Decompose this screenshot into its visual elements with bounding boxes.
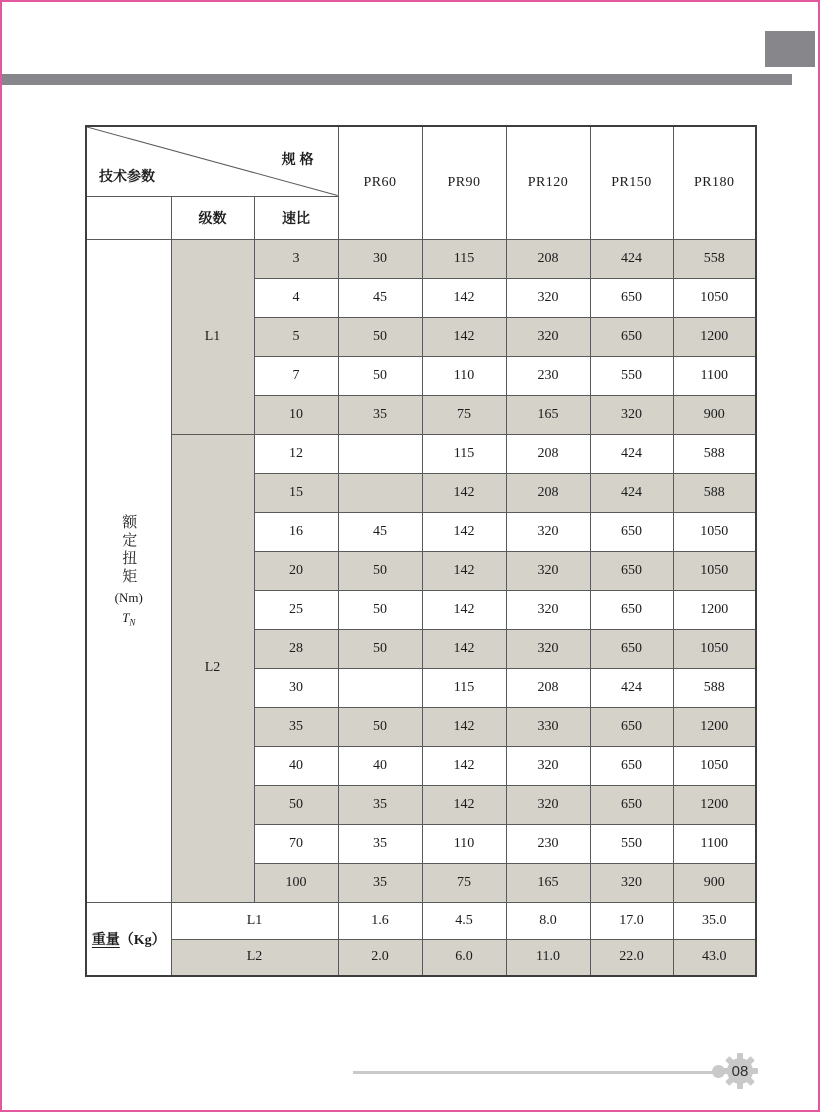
corner-decoration-box [765,31,815,67]
value-cell: 142 [422,629,506,668]
weight-row-label: 重量（Kg） [86,902,171,976]
value-cell: 142 [422,590,506,629]
value-cell: 2.0 [338,939,422,976]
ratio-cell: 7 [254,356,338,395]
value-cell: 650 [590,551,673,590]
value-cell: 320 [506,590,590,629]
value-cell: 35 [338,395,422,434]
value-cell: 165 [506,395,590,434]
value-cell: 320 [590,395,673,434]
value-cell: 900 [673,863,756,902]
value-cell: 35 [338,863,422,902]
value-cell [338,473,422,512]
value-cell: 208 [506,239,590,278]
ratio-cell: 28 [254,629,338,668]
value-cell: 142 [422,317,506,356]
value-cell: 550 [590,356,673,395]
value-cell [338,434,422,473]
value-cell: 1.6 [338,902,422,939]
value-cell: 142 [422,746,506,785]
value-cell: 75 [422,395,506,434]
ratio-cell: 10 [254,395,338,434]
ratio-cell: 3 [254,239,338,278]
value-cell: 330 [506,707,590,746]
value-cell: 320 [506,278,590,317]
value-cell: 115 [422,668,506,707]
value-cell: 115 [422,434,506,473]
value-cell: 4.5 [422,902,506,939]
value-cell: 230 [506,824,590,863]
ratio-cell: 5 [254,317,338,356]
torque-symbol: $T_N$ [122,609,136,628]
header-rule-bar [2,74,792,85]
value-cell: 1050 [673,278,756,317]
weight-row [86,902,756,939]
value-cell: 6.0 [422,939,506,976]
value-cell: 650 [590,590,673,629]
weight-stage-cell: L1 [171,902,338,939]
ratio-cell: 35 [254,707,338,746]
value-cell: 11.0 [506,939,590,976]
value-cell: 40 [338,746,422,785]
value-cell: 320 [590,863,673,902]
value-cell: 900 [673,395,756,434]
value-cell: 1100 [673,824,756,863]
value-cell: 558 [673,239,756,278]
value-cell: 8.0 [506,902,590,939]
value-cell: 142 [422,551,506,590]
ratio-cell: 12 [254,434,338,473]
value-cell: 142 [422,785,506,824]
value-cell: 35 [338,785,422,824]
value-cell: 650 [590,707,673,746]
stage-group-l2: L2 [171,434,254,902]
column-header-pr120: PR120 [506,126,590,239]
value-cell [338,668,422,707]
ratio-header: 速比 [254,196,338,239]
spec-label: 规 格 [281,151,314,167]
tech-params-label: 技术参数 [99,167,155,184]
value-cell: 320 [506,746,590,785]
value-cell: 650 [590,785,673,824]
value-cell: 424 [590,239,673,278]
value-cell: 650 [590,512,673,551]
column-header-pr60: PR60 [338,126,422,239]
torque-label-text: 额定扭矩 [120,513,137,586]
torque-row-label [86,239,171,902]
weight-row [86,939,756,976]
value-cell: 45 [338,512,422,551]
page-number: 08 [731,1063,749,1080]
value-cell: 424 [590,668,673,707]
value-cell: 142 [422,512,506,551]
spec-table-wrapper [85,125,757,977]
value-cell: 110 [422,824,506,863]
value-cell: 142 [422,278,506,317]
column-header-pr180: PR180 [673,126,756,239]
value-cell: 650 [590,629,673,668]
value-cell: 650 [590,278,673,317]
value-cell: 35.0 [673,902,756,939]
ratio-cell: 100 [254,863,338,902]
value-cell: 208 [506,473,590,512]
value-cell: 208 [506,434,590,473]
value-cell: 165 [506,863,590,902]
value-cell: 1200 [673,590,756,629]
value-cell: 1050 [673,551,756,590]
value-cell: 550 [590,824,673,863]
value-cell: 320 [506,629,590,668]
ratio-cell: 70 [254,824,338,863]
value-cell: 30 [338,239,422,278]
weight-stage-cell: L2 [171,939,338,976]
value-cell: 650 [590,746,673,785]
value-cell: 1200 [673,707,756,746]
value-cell: 588 [673,434,756,473]
spec-table [85,125,757,977]
value-cell: 230 [506,356,590,395]
value-cell: 1050 [673,512,756,551]
stage-group-l1: L1 [171,239,254,434]
value-cell: 43.0 [673,939,756,976]
value-cell: 22.0 [590,939,673,976]
value-cell: 17.0 [590,902,673,939]
gear-page-badge [722,1053,758,1089]
ratio-cell: 40 [254,746,338,785]
table-row [86,434,756,473]
value-cell: 320 [506,785,590,824]
ratio-cell: 20 [254,551,338,590]
value-cell: 110 [422,356,506,395]
value-cell: 50 [338,317,422,356]
value-cell: 45 [338,278,422,317]
diagonal-header-cell [86,126,338,196]
value-cell: 142 [422,707,506,746]
value-cell: 320 [506,512,590,551]
value-cell: 588 [673,473,756,512]
value-cell: 75 [422,863,506,902]
value-cell: 1050 [673,629,756,668]
value-cell: 35 [338,824,422,863]
value-cell: 588 [673,668,756,707]
value-cell: 424 [590,473,673,512]
ratio-cell: 4 [254,278,338,317]
value-cell: 50 [338,590,422,629]
value-cell: 142 [422,473,506,512]
column-header-pr90: PR90 [422,126,506,239]
column-header-pr150: PR150 [590,126,673,239]
value-cell: 50 [338,707,422,746]
value-cell: 1050 [673,746,756,785]
value-cell: 424 [590,434,673,473]
ratio-cell: 50 [254,785,338,824]
value-cell: 320 [506,551,590,590]
torque-unit: (Nm) [114,589,143,605]
table-row [86,239,756,278]
ratio-cell: 30 [254,668,338,707]
value-cell: 208 [506,668,590,707]
ratio-cell: 25 [254,590,338,629]
value-cell: 50 [338,551,422,590]
value-cell: 1200 [673,785,756,824]
value-cell: 1100 [673,356,756,395]
blank-header-cell [86,196,171,239]
header-row-1 [86,126,756,196]
ratio-cell: 15 [254,473,338,512]
stage-header: 级数 [171,196,254,239]
footer-rule-line [353,1071,715,1074]
value-cell: 1200 [673,317,756,356]
value-cell: 650 [590,317,673,356]
ratio-cell: 16 [254,512,338,551]
value-cell: 50 [338,629,422,668]
value-cell: 320 [506,317,590,356]
value-cell: 115 [422,239,506,278]
value-cell: 50 [338,356,422,395]
